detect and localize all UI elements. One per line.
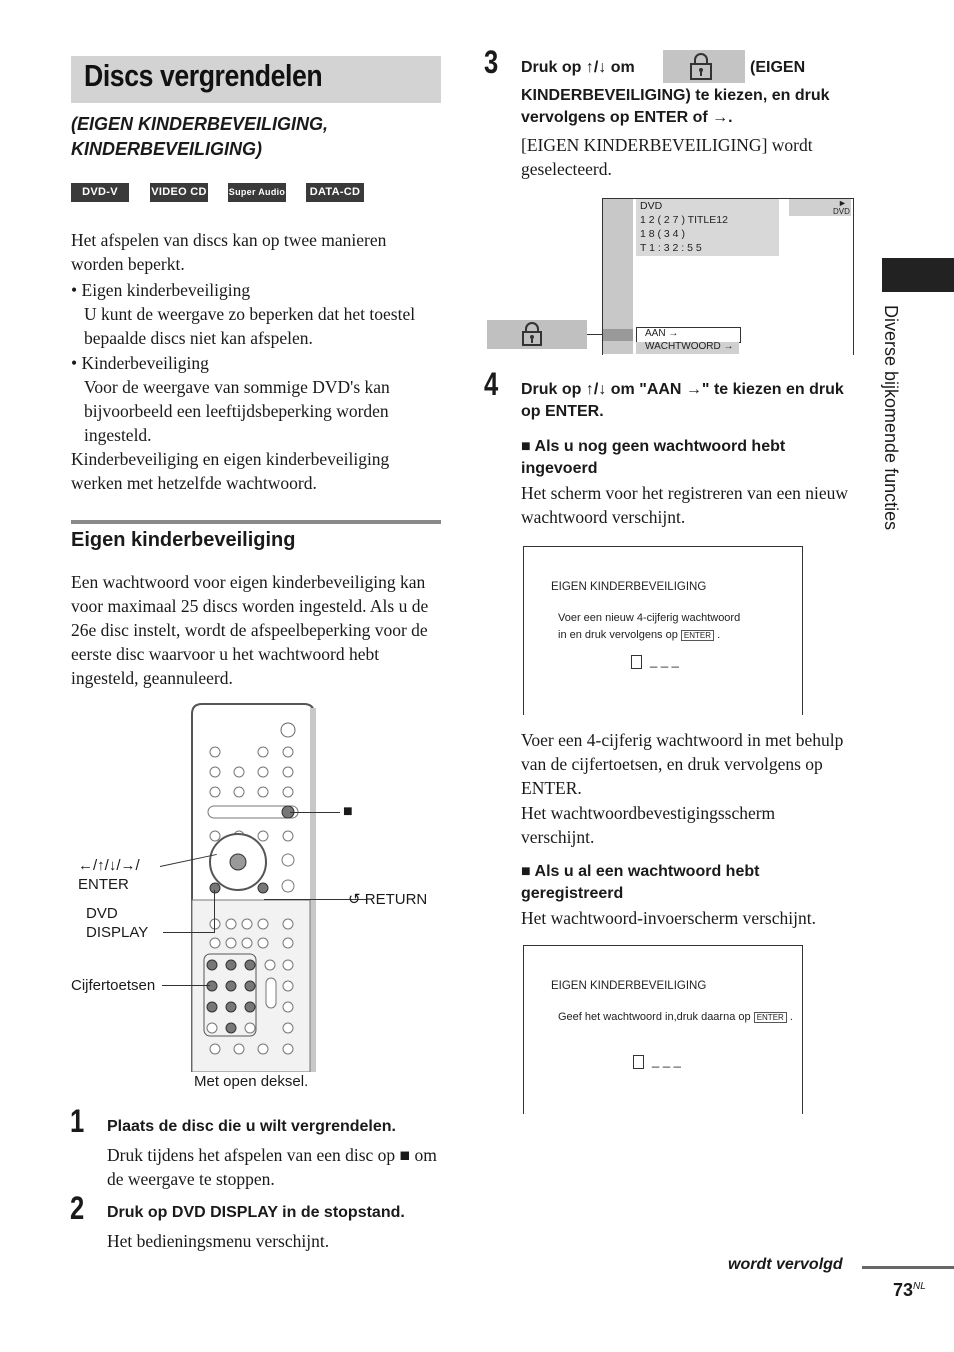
dvd-label: DVD [86,905,118,922]
page-number-suffix: NL [913,1281,926,1292]
enter-key-icon: ENTER [754,1012,787,1023]
arrows-label: ←/↑/↓/→/ [78,857,140,874]
step-3-text: [EIGEN KINDERBEVEILIGING] wordt geselecteerd. [521,135,813,179]
osd-option-aan-label: AAN → [645,328,679,339]
section-rule [71,520,441,524]
badge-dvd-v: DVD-V [71,183,129,202]
sub2-heading: ■ Als u al een wachtwoord hebt geregistreerd [521,863,760,902]
side-tab-marker [882,258,954,292]
badge-video-cd: VIDEO CD [150,183,208,202]
sub2-screen-dot: . [789,1011,793,1023]
sub1-after-2: Het wachtwoordbevestigingsscherm verschijnt. [521,803,776,847]
callout-line-display-vert [214,890,215,933]
remote-caption: Met open deksel. [194,1073,309,1090]
numkeys-label: Cijfertoetsen [71,977,156,994]
sub1-screen-dot: . [717,629,721,641]
remote-control-illustration [188,700,320,1072]
bullet-1-text: U kunt de weergave zo beperken dat het toestel bepaalde discs niet kan afspelen. [84,304,416,348]
subtitle-line-1: (EIGEN KINDERBEVEILIGING, [71,114,329,134]
osd-lock-box [487,320,587,349]
intro-paragraph-2: Kinderbeveiliging en eigen kinderbeveiliging werken met hetzelfde wachtwoord. [71,449,390,493]
section-text: Een wachtwoord voor eigen kinderbeveiliging kan voor maximaal 25 discs worden ingesteld. Als u de 26e disc instelt, wordt de afspeelbeperking voor de eerste disc waarvoor u het wachtwoord hebt ingesteld, geannuleerd. [71,572,429,688]
bullet-2-title: • Kinderbeveiliging [71,353,209,373]
password-placeholder: _ _ _ [652,1053,681,1068]
step-2-text: Het bedieningsmenu verschijnt. [107,1231,330,1251]
osd-line-1: DVD [640,200,663,212]
step-4-heading: Druk op ↑/↓ om "AAN →" te kiezen en druk op ENTER. [521,381,844,420]
lock-icon [487,320,587,349]
sub1-text: Het scherm voor het registreren van een nieuw wachtwoord verschijnt. [521,483,849,527]
step-3-heading-a: Druk op ↑/↓ om [521,59,635,76]
sub1-screen-title: EIGEN KINDERBEVEILIGING [551,581,707,593]
page-number-value: 73 [893,1280,914,1300]
callout-line-numkeys [162,985,210,986]
badge-data-cd: DATA-CD [306,183,364,202]
osd-info-text [640,199,728,255]
lock-icon-box [663,50,745,83]
bullet-2-text: Voor de weergave van sommige DVD's kan bijvoorbeeld een leeftijdsbeperking worden ingesteld. [84,377,390,445]
osd-corner-dvd: DVD [833,207,850,216]
sub2-screen-title: EIGEN KINDERBEVEILIGING [551,980,707,992]
section-title: Eigen kinderbeveiliging [71,529,296,551]
page-title: Discs vergrendelen [84,58,323,93]
stop-symbol: ■ [343,803,353,820]
continued-label: wordt vervolgd [728,1256,843,1273]
osd-line-2: 1 2 ( 2 7 ) TITLE12 [640,214,728,226]
step-4-number: 4 [484,366,499,402]
subtitle-line-2: KINDERBEVEILIGING) [71,139,263,159]
enter-key-icon: ENTER [681,630,714,641]
password-digit-box[interactable] [631,655,642,669]
sub1-screen-line-2 [558,629,720,641]
sub2-screen-line-1 [558,1011,793,1023]
sub1-heading: ■ Als u nog geen wachtwoord hebt ingevoerd [521,438,786,477]
sub1-screen-line-2-text: in en druk vervolgens op [558,629,678,641]
enter-password-screen [523,945,803,1114]
page-number [893,1280,926,1301]
callout-line-stop [290,812,340,813]
sub2-screen-line-1-text: Geef het wachtwoord in,druk daarna op [558,1011,751,1023]
osd-selected-menu [603,329,633,341]
step-1-heading: Plaats de disc die u wilt vergrendelen. [107,1118,396,1135]
intro-paragraph: Het afspelen van discs kan op twee manieren worden beperkt. [71,230,387,274]
bullet-1-title: • Eigen kinderbeveiliging [71,280,251,300]
step-3-heading-c: KINDERBEVEILIGING) te kiezen, en druk vervolgens op ENTER of →. [521,87,830,126]
display-label: DISPLAY [86,924,149,941]
lock-icon [663,50,745,83]
side-tab-label: Diverse bijkomende functies [881,305,901,531]
enter-label: ENTER [78,876,129,893]
badge-super-audio-cd: Super Audio CD [228,183,286,202]
osd-line-3: 1 8 ( 3 4 ) [640,228,685,240]
page-subtitle [71,112,328,162]
step-2-heading: Druk op DVD DISPLAY in de stopstand. [107,1204,405,1221]
return-label: ↺ RETURN [348,891,428,908]
step-3-heading-b: (EIGEN [750,59,806,76]
password-placeholder: _ _ _ [650,653,679,668]
step-2-number: 2 [70,1190,85,1226]
sub1-screen-line-1: Voer een nieuw 4-cijferig wachtwoord [558,612,741,624]
step-1-number: 1 [70,1103,85,1139]
sub2-text: Het wachtwoord-invoerscherm verschijnt. [521,908,816,928]
osd-line-4: T 1 : 3 2 : 5 5 [640,242,702,254]
step-1-text: Druk tijdens het afspelen van een disc op ■ om de weergave te stoppen. [107,1145,437,1189]
continued-rule [862,1266,954,1269]
password-digit-box[interactable] [633,1055,644,1069]
step-3-number: 3 [484,44,499,80]
callout-line-display [163,932,215,933]
osd-option-password-label: WACHTWOORD → [645,341,734,352]
osd-play-icon: ► [838,198,847,208]
sub1-after-1: Voer een 4-cijferig wachtwoord in met behulp van de cijfertoetsen, en druk vervolgens op ENTER. [521,730,844,798]
